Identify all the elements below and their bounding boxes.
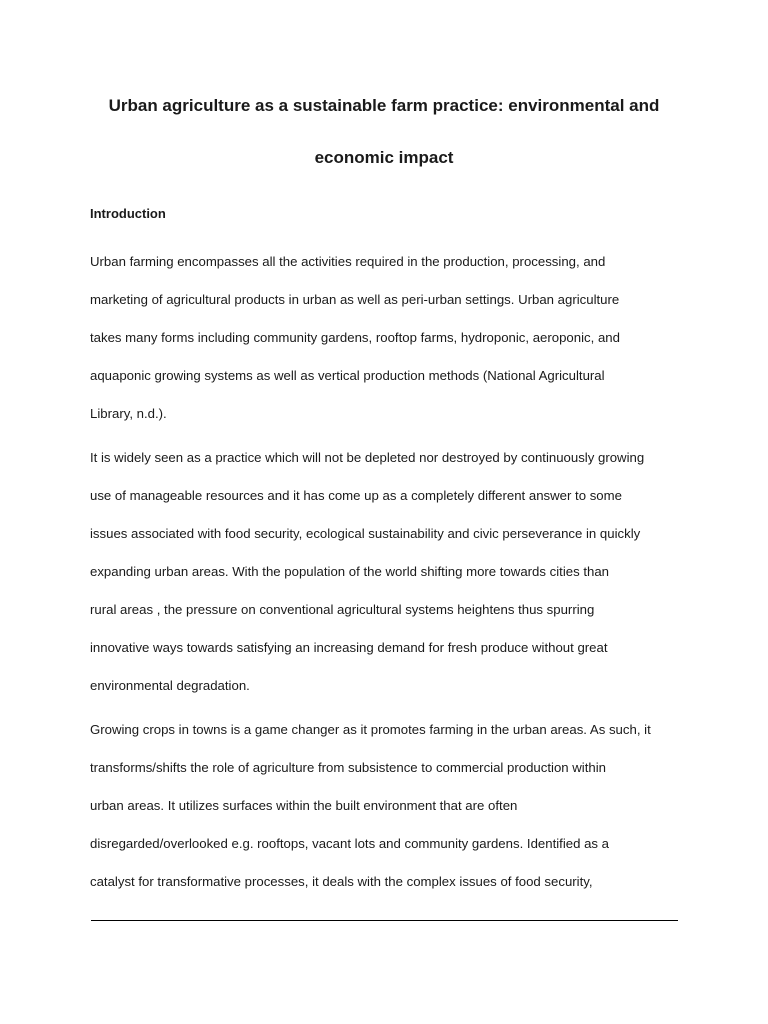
paragraph-3-line-4: disregarded/overlooked e.g. rooftops, vacant lots and community gardens. Identified as a	[90, 836, 610, 851]
footnote-separator-rule	[91, 920, 678, 921]
paragraph-1-line-5: Library, n.d.).	[90, 406, 167, 421]
paragraph-2-line-6: innovative ways towards satisfying an increasing demand for fresh produce without great	[90, 640, 608, 655]
paragraph-1-line-3: takes many forms including community gardens, rooftop farms, hydroponic, aeroponic, and	[90, 330, 620, 345]
paragraph-2-line-2: use of manageable resources and it has come up as a completely different answer to some	[90, 488, 622, 503]
paragraph-2-line-5: rural areas , the pressure on conventional agricultural systems heightens thus spurring	[90, 602, 595, 617]
paragraph-2-line-3: issues associated with food security, ecological sustainability and civic perseverance in quickly	[90, 526, 641, 541]
paragraph-1-line-4: aquaponic growing systems as well as vertical production methods (National Agricultural	[90, 368, 605, 383]
title-line-1: Urban agriculture as a sustainable farm practice: environmental and	[108, 96, 660, 115]
paragraph-3-line-1: Growing crops in towns is a game changer as it promotes farming in the urban areas. As such, it	[90, 722, 651, 737]
paragraph-1-line-2: marketing of agricultural products in urban as well as peri-urban settings. Urban agriculture	[90, 292, 620, 307]
paragraph-3-line-2: transforms/shifts the role of agriculture from subsistence to commercial production within	[90, 760, 606, 775]
paragraph-2-line-1: It is widely seen as a practice which will not be depleted nor destroyed by continuously growing	[90, 450, 645, 465]
paragraph-2-line-7: environmental degradation.	[90, 678, 250, 693]
paragraph-2-line-4: expanding urban areas. With the population of the world shifting more towards cities than	[90, 564, 610, 579]
section-heading: Introduction	[90, 206, 166, 221]
paragraph-3-line-5: catalyst for transformative processes, it deals with the complex issues of food security,	[90, 874, 593, 889]
paragraph-1-line-1: Urban farming encompasses all the activities required in the production, processing, and	[90, 254, 606, 269]
title-line-2: economic impact	[314, 148, 454, 167]
paragraph-3-line-3: urban areas. It utilizes surfaces within the built environment that are often	[90, 798, 518, 813]
